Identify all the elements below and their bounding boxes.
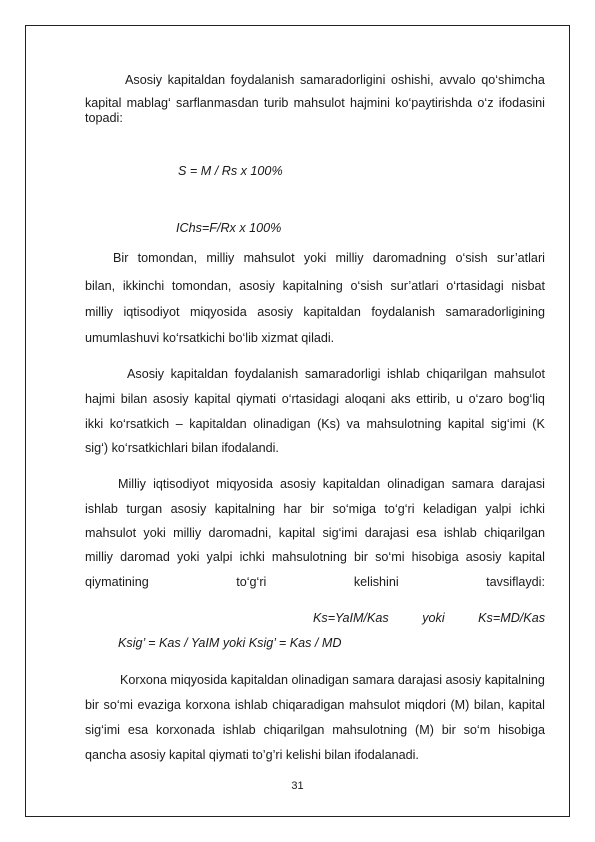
p2-line1 (113, 250, 545, 266)
word: turgan (126, 502, 163, 516)
word: sur’atlari (390, 279, 439, 293)
word: ishlab (85, 502, 118, 516)
p1-line2 (85, 95, 545, 111)
word: ishlab (443, 526, 477, 540)
word: ishlab (234, 698, 268, 712)
word: kapitaldan (322, 477, 381, 491)
word: asosiy (170, 502, 207, 516)
word: foydalanish (230, 73, 295, 87)
word: kapitalning (484, 673, 545, 687)
word: kapitaldan (230, 673, 289, 687)
word: darajasi (397, 673, 443, 687)
p5-line2 (85, 697, 545, 713)
word: o‘z (477, 96, 494, 110)
word: iqtisodiyot (123, 305, 180, 319)
word: yoki (303, 251, 327, 265)
word: hisobiga (411, 550, 459, 564)
word: milliy (335, 251, 364, 265)
word: olinadigan (291, 673, 349, 687)
p3-line2 (85, 391, 545, 407)
word: bir (310, 502, 325, 516)
p2-line4: umumlashuvi ko‘rsatkichi bo‘lib xizmat qiladi. (85, 331, 335, 345)
word: olinadigan (387, 477, 445, 491)
word: qiymatining (85, 575, 149, 589)
word: bilan (120, 392, 148, 406)
word: ishlab (222, 723, 256, 737)
word: daromadni, (208, 526, 272, 540)
word: keladigan (423, 502, 477, 516)
word: kapitaldan (167, 73, 226, 87)
word: avvalo (439, 73, 476, 87)
word: mablag‘ (126, 96, 171, 110)
p2-line3 (85, 304, 545, 320)
word: asosiy (152, 392, 189, 406)
formula-ichs: IChs=F/Rx x 100% (176, 221, 282, 235)
p5-line1 (120, 672, 545, 688)
p1-line3: topadi: (85, 111, 123, 125)
word: esa (127, 723, 149, 737)
word: kelishini (353, 575, 399, 589)
word: ettirib, (416, 392, 451, 406)
word: qiymati (236, 392, 277, 406)
word: so‘mi (103, 698, 133, 712)
word: o‘zaro (468, 392, 503, 406)
word: chiqaradigan (272, 698, 345, 712)
p4-line2 (85, 501, 545, 517)
word: (M) (415, 723, 434, 737)
p3-line1 (127, 366, 545, 382)
word: mahsulot (85, 526, 137, 540)
word: to‘g‘ri (384, 502, 415, 516)
formula-ks (313, 610, 545, 626)
word: ikki (85, 417, 104, 431)
word: – (175, 417, 183, 431)
word: daromadning (372, 251, 447, 265)
word: daromad (120, 550, 170, 564)
word: milliy (85, 550, 113, 564)
word: miqyosida (170, 673, 228, 687)
word: ifodasini (498, 96, 545, 110)
page-number: 31 (291, 780, 304, 792)
word: hajmini (349, 96, 390, 110)
p4-line3 (85, 525, 545, 541)
word: u (456, 392, 464, 406)
word: Asosiy (127, 367, 165, 381)
word: kapital (508, 550, 545, 564)
word: aks (390, 392, 411, 406)
word: samaradorligi (304, 367, 381, 381)
word: ko‘paytirishda (395, 96, 473, 110)
word: samara (352, 673, 395, 687)
word: tomondan, (171, 279, 232, 293)
word: bilan, (473, 698, 504, 712)
word: miqyosida (216, 477, 273, 491)
word: qo‘shimcha (481, 73, 545, 87)
word: kapitalning (214, 502, 275, 516)
word: mahsulot (348, 698, 401, 712)
word: mahsulot (293, 96, 345, 110)
formula-s: S = M / Rs x 100% (178, 164, 283, 178)
word: bir (85, 698, 99, 712)
word: iqtisodiyot (153, 477, 210, 491)
word: kapital (194, 392, 231, 406)
word: mahsulotning (332, 723, 408, 737)
word: o‘sish (455, 251, 488, 265)
word: mahsulotning (366, 417, 442, 431)
word: chiqarilgan (426, 367, 488, 381)
word: ichki (239, 550, 265, 564)
word: va (346, 417, 360, 431)
word: yoki (176, 550, 200, 564)
word: milliy (206, 251, 235, 265)
word: samara (451, 477, 494, 491)
word: hajmi (85, 392, 116, 406)
word: o‘sish (350, 279, 383, 293)
word: ko‘rsatkich (109, 417, 170, 431)
word: yalpi (206, 550, 233, 564)
p4-line4 (85, 549, 545, 565)
word: bir (353, 550, 368, 564)
word: milliy (85, 305, 113, 319)
word: samaradorligini (299, 73, 386, 87)
word: chiqarilgan (263, 723, 325, 737)
word: asosiy (257, 305, 293, 319)
word: Korxona (120, 673, 167, 687)
word: yoki (143, 526, 166, 540)
word: tavsiflaydi: (486, 575, 545, 589)
word: sig‘imi (322, 526, 358, 540)
word: to‘g‘ri (236, 575, 267, 589)
word: (Ks) (317, 417, 341, 431)
word: so‘miga (332, 502, 376, 516)
word: Asosiy (125, 73, 163, 87)
word: korxonada (156, 723, 215, 737)
word: ichki (519, 502, 545, 516)
word: esa (416, 526, 437, 540)
word: tomondan, (137, 251, 198, 265)
word: sig‘imi (490, 417, 526, 431)
word: miqdori (404, 698, 446, 712)
word: mahsulotning (271, 550, 347, 564)
word: Ks=MD/Kas (478, 611, 545, 625)
word: darajasi (500, 477, 545, 491)
word: (K (532, 417, 545, 431)
p1-line1 (125, 72, 545, 88)
word: miqyosida (190, 305, 247, 319)
word: har (283, 502, 302, 516)
word: Milliy (118, 477, 146, 491)
p4-line1 (118, 476, 545, 492)
p3-line4: sig‘) ko‘rsatkichlari bilan ifodalandi. (85, 441, 279, 455)
word: ikkinchi (122, 279, 165, 293)
word: bir (441, 723, 456, 737)
word: hisobiga (498, 723, 545, 737)
word: kapital (508, 698, 545, 712)
word: foydalanish (234, 367, 299, 381)
word: turib (263, 96, 289, 110)
word: asosiy (465, 550, 502, 564)
word: olinadigan (253, 417, 311, 431)
word: kapitalning (282, 279, 343, 293)
word: asosiy (445, 673, 482, 687)
p4-line5 (85, 574, 545, 590)
word: kapitaldan (189, 417, 247, 431)
word: kapitaldan (170, 367, 229, 381)
word: asosiy (279, 477, 316, 491)
p3-line3 (85, 416, 545, 432)
word: sur’atlari (496, 251, 545, 265)
word: asosiy (239, 279, 275, 293)
word: Bir (113, 251, 129, 265)
word: o‘rtasidagi (446, 279, 504, 293)
word: sarflanmasdan (176, 96, 259, 110)
word: bilan, (85, 279, 116, 293)
word: milliy (173, 526, 202, 540)
word: mahsulot (243, 251, 295, 265)
word: o‘rtasidagi (281, 392, 340, 406)
word: oshishi, (390, 73, 434, 87)
word: yalpi (485, 502, 512, 516)
word: bog‘liq (508, 392, 545, 406)
word: kapital (278, 526, 316, 540)
word: kapitaldan (303, 305, 361, 319)
p2-line2 (85, 278, 545, 294)
p5-line4: qancha asosiy kapital qiymati to’g’ri kelishi bilan ifodalanadi. (85, 748, 419, 762)
word: mahsulot (493, 367, 545, 381)
word: so‘mi (375, 550, 405, 564)
word: korxona (185, 698, 231, 712)
word: kapital (85, 96, 122, 110)
word: (M) (450, 698, 470, 712)
word: sig‘imi (85, 723, 120, 737)
formula-ksig: Ksig’ = Kas / YaIM yoki Ksig’ = Kas / MD (118, 636, 342, 650)
word: samaradorligining (445, 305, 545, 319)
word: kapital (447, 417, 485, 431)
p5-line3 (85, 722, 545, 738)
word: Ks=YaIM/Kas (313, 611, 389, 625)
word: ishlab (386, 367, 420, 381)
word: chiqarilgan (484, 526, 545, 540)
word: so‘m (463, 723, 491, 737)
word: foydalanish (371, 305, 436, 319)
word: aloqani (344, 392, 386, 406)
word: evaziga (137, 698, 181, 712)
word: darajasi (364, 526, 409, 540)
word: nisbat (511, 279, 545, 293)
word: yoki (422, 611, 445, 625)
